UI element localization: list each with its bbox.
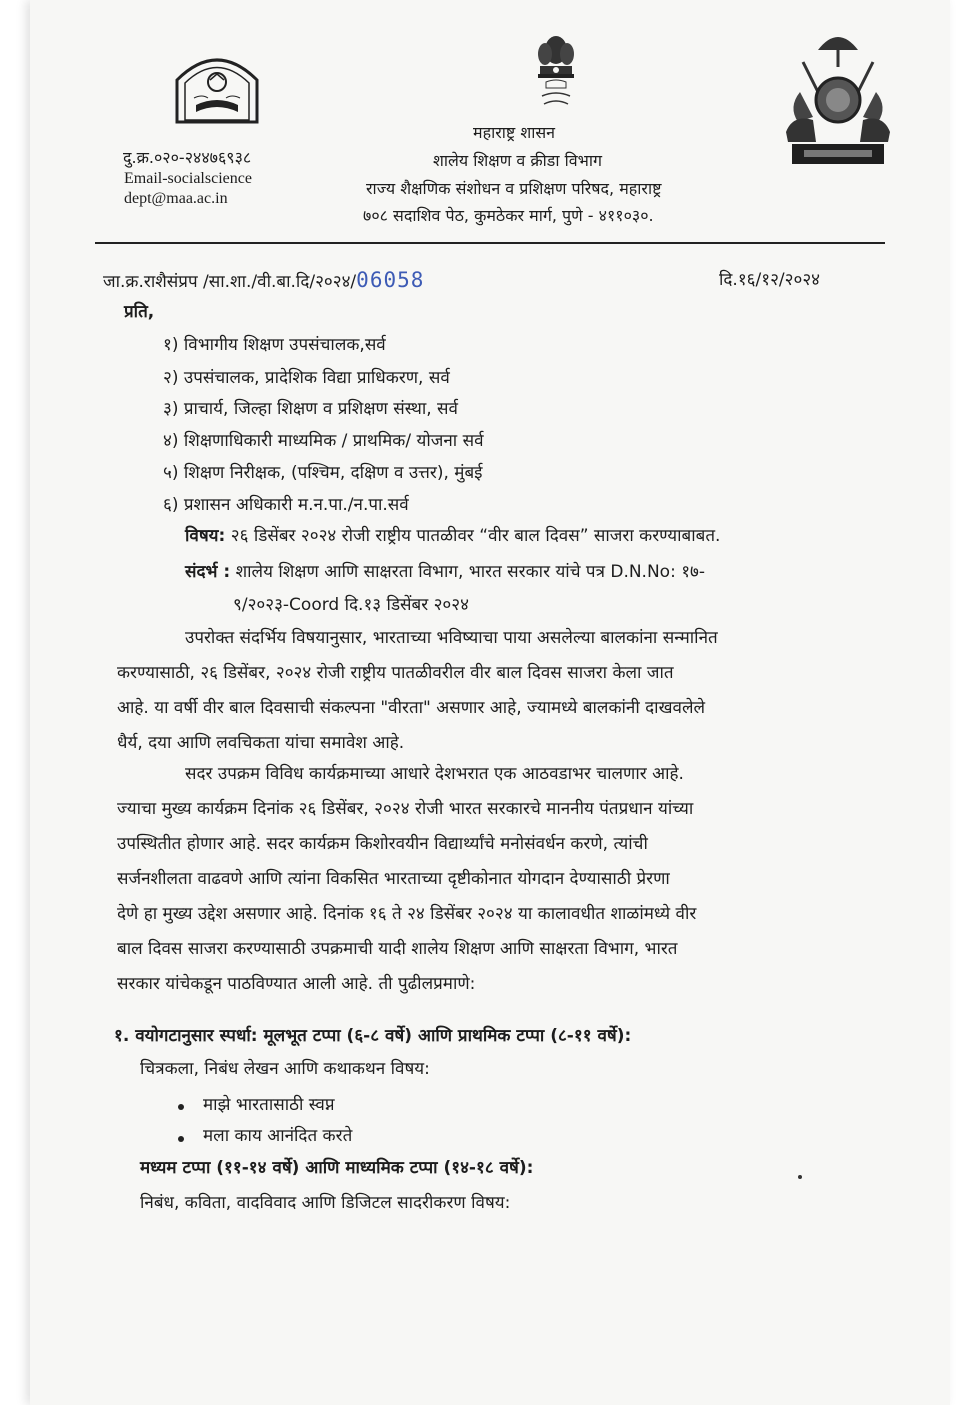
- section-heading: १. वयोगटानुसार स्पर्धा: मूलभूत टप्पा (६-८ वर्षे) आणि प्राथमिक टप्पा (८-११ वर्षे):: [114, 1026, 632, 1046]
- reference-number-prefix: जा.क्र.राशैसंप्रप /सा.शा./वी.बा.दि/२०२४/: [103, 272, 357, 292]
- scert-emblem-logo: [172, 50, 262, 125]
- reference-text: शालेय शिक्षण आणि साक्षरता विभाग, भारत सरकार यांचे पत्र D.N.No: १७-: [230, 562, 706, 582]
- paragraph-line: सरकार यांचेकडून पाठविण्यात आली आहे. ती पुढीलप्रमाणे:: [117, 974, 476, 994]
- council-name: राज्य शैक्षणिक संशोधन व प्रशिक्षण परिषद, महाराष्ट्र: [366, 179, 662, 198]
- subject-line: [185, 525, 720, 547]
- recipient-item: ६) प्रशासन अधिकारी म.न.पा./न.पा.सर्व: [163, 495, 409, 515]
- paragraph-line: आहे. या वर्षी वीर बाल दिवसाची संकल्पना "वीरता" असणार आहे, ज्यामध्ये बालकांनी दाखवलेले: [117, 698, 705, 718]
- government-name: महाराष्ट्र शासन: [473, 123, 556, 142]
- paragraph-line: देणे हा मुख्य उद्देश असणार आहे. दिनांक १६ ते २४ डिसेंबर २०२४ या कालावधीत शाळांमध्ये वीर: [117, 904, 697, 924]
- state-emblem-logo: [532, 32, 580, 114]
- pune-crest-logo: [778, 22, 898, 172]
- paragraph-line: बाल दिवस साजरा करण्यासाठी उपक्रमाची यादी शालेय शिक्षण आणि साक्षरता विभाग, भारत: [117, 939, 678, 959]
- subject-label: विषय:: [185, 526, 226, 546]
- paragraph-2: [117, 763, 854, 1008]
- stray-mark: [798, 1175, 802, 1179]
- bullet-icon: [178, 1104, 184, 1110]
- bullet-icon: [178, 1136, 184, 1142]
- paragraph-line: ज्याचा मुख्य कार्यक्रम दिनांक २६ डिसेंबर, २०२४ रोजी भारत सरकारचे माननीय पंतप्रधान यांच्या: [117, 799, 694, 819]
- recipient-item: ३) प्राचार्य, जिल्हा शिक्षण व प्रशिक्षण संस्था, सर्व: [163, 399, 458, 419]
- reference-line-2: ९/२०२३-Coord दि.१३ डिसेंबर २०२४: [233, 595, 469, 615]
- reference-label: संदर्भ :: [185, 562, 231, 582]
- office-address: ७०८ सदाशिव पेठ, कुमठेकर मार्ग, पुणे - ४११०३०.: [363, 206, 654, 225]
- recipient-item: २) उपसंचालक, प्रादेशिक विद्या प्राधिकरण, सर्व: [163, 368, 450, 388]
- recipient-item: ५) शिक्षण निरीक्षक, (पश्चिम, दक्षिण व उत्तर), मुंबई: [163, 463, 483, 483]
- bullet-item: माझे भारतासाठी स्वप्न: [203, 1095, 335, 1115]
- middle-stage-topics: निबंध, कविता, वादविवाद आणि डिजिटल सादरीकरण विषय:: [140, 1193, 511, 1213]
- department-name: शालेय शिक्षण व क्रीडा विभाग: [433, 151, 603, 170]
- email-line-1: Email-socialscience: [124, 170, 252, 187]
- subject-text: २६ डिसेंबर २०२४ रोजी राष्ट्रीय पातळीवर “वीर बाल दिवस” साजरा करण्याबाबत.: [225, 526, 721, 546]
- middle-stage-heading: मध्यम टप्पा (११-१४ वर्षे) आणि माध्यमिक टप्पा (१४-१८ वर्षे):: [140, 1158, 534, 1178]
- paragraph-line: उपरोक्त संदर्भिय विषयानुसार, भारताच्या भविष्याचा पाया असलेल्या बालकांना सन्मानित: [185, 628, 718, 648]
- handwritten-number: 06058: [356, 268, 425, 292]
- paragraph-line: सर्जनशीलता वाढवणे आणि त्यांना विकसित भारताच्या दृष्टीकोनात योगदान देण्यासाठी प्रेरणा: [117, 869, 670, 889]
- paragraph-1: [117, 627, 854, 767]
- topics-label: चित्रकला, निबंध लेखन आणि कथाकथन विषय:: [140, 1059, 430, 1079]
- recipient-item: ४) शिक्षणाधिकारी माध्यमिक / प्राथमिक/ योजना सर्व: [163, 431, 484, 451]
- bullet-item: मला काय आनंदित करते: [203, 1126, 353, 1146]
- paragraph-line: धैर्य, दया आणि लवचिकता यांचा समावेश आहे.: [117, 733, 405, 753]
- paragraph-line: करण्यासाठी, २६ डिसेंबर, २०२४ रोजी राष्ट्रीय पातळीवरील वीर बाल दिवस साजरा केला जात: [117, 663, 674, 683]
- reference-line-1: [185, 561, 705, 583]
- reference-number: [103, 269, 424, 293]
- paragraph-line: उपस्थितीत होणार आहे. सदर कार्यक्रम किशोरवयीन विद्यार्थ्यांचे मनोसंवर्धन करणे, त्यांची: [117, 834, 648, 854]
- email-line-2[interactable]: dept@maa.ac.in: [124, 190, 228, 207]
- phone-number: दु.क्र.०२०-२४४७६९३८: [123, 148, 252, 167]
- recipient-label: प्रति,: [124, 302, 155, 322]
- recipient-item: १) विभागीय शिक्षण उपसंचालक,सर्व: [163, 335, 386, 355]
- paragraph-line: सदर उपक्रम विविध कार्यक्रमाच्या आधारे देशभरात एक आठवडाभर चालणार आहे.: [185, 764, 684, 784]
- header-divider: [95, 242, 885, 244]
- letter-date: दि.१६/१२/२०२४: [719, 270, 821, 290]
